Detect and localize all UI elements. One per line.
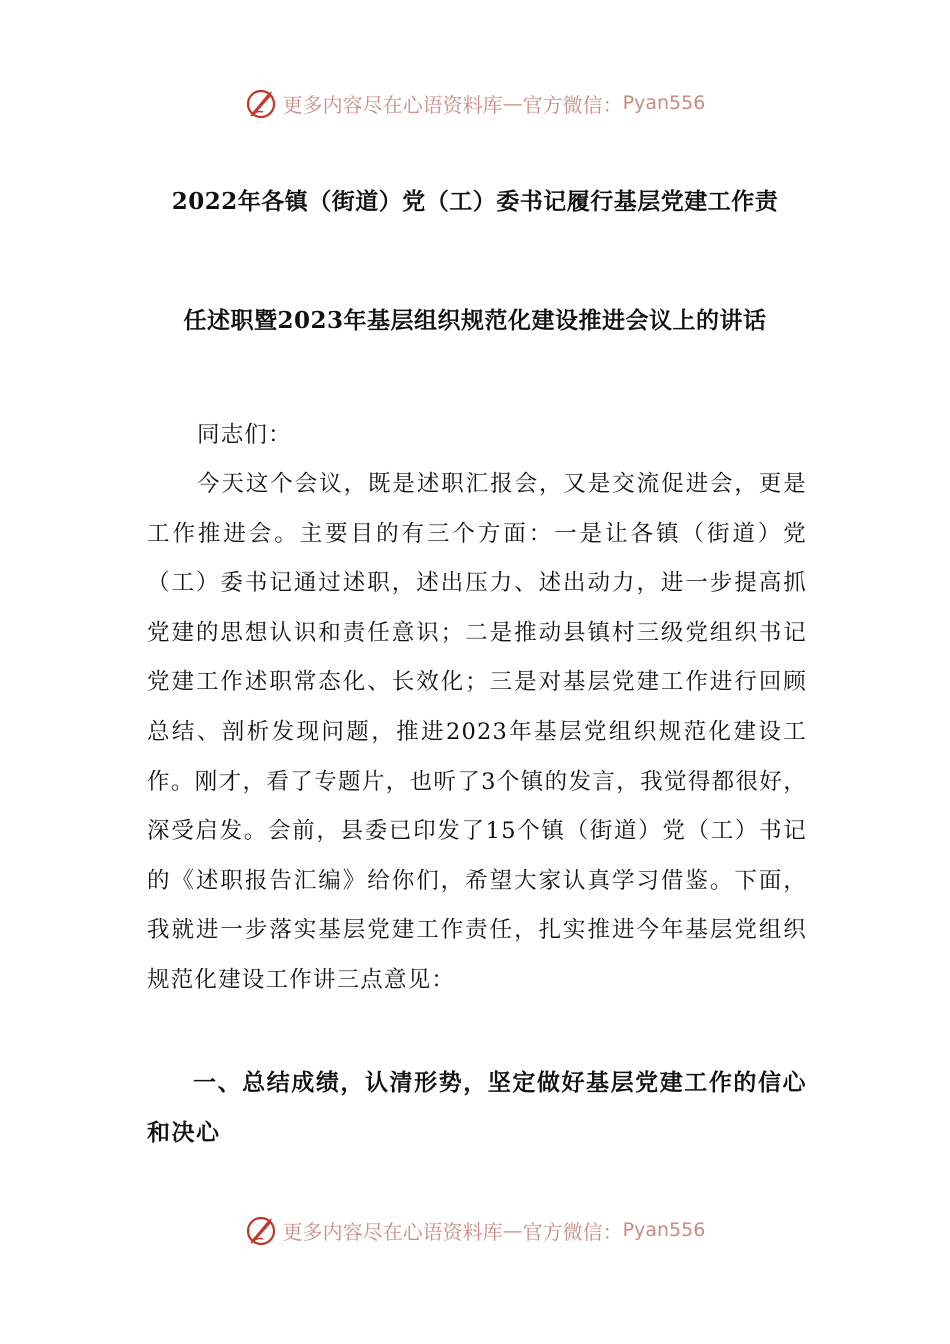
- watermark-account-label: 官方微信：: [522, 92, 623, 117]
- watermark-account-id: Pyan556: [622, 1219, 706, 1241]
- watermark-header: [0, 86, 950, 120]
- salutation-text: 同志们：: [197, 422, 292, 448]
- watermark-footer: [0, 1213, 950, 1247]
- document-title-line-1: 2022年各镇（街道）党（工）委书记履行基层党建工作责: [171, 188, 779, 215]
- pen-circle-icon: [245, 1213, 279, 1247]
- document-title-line-2: 任述职暨2023年基层组织规范化建设推进会议上的讲话: [183, 307, 767, 334]
- watermark-separator: —: [502, 91, 523, 115]
- watermark-separator: —: [502, 1218, 523, 1242]
- watermark-account-id: Pyan556: [622, 92, 706, 114]
- pen-circle-icon: [245, 86, 279, 120]
- watermark-text: 更多内容尽在心语资料库: [282, 92, 503, 117]
- section-heading-1: 一、总结成绩，认清形势，坚定做好基层党建工作的信心和决心: [147, 1069, 807, 1146]
- salutation: [147, 411, 807, 461]
- watermark-text: 更多内容尽在心语资料库: [282, 1219, 503, 1244]
- body-paragraph: [147, 460, 807, 1006]
- paragraph-text: 今天这个会议，既是述职汇报会，又是交流促进会，更是工作推进会。主要目的有三个方面：一是让各镇（街道）党（工）委书记通过述职，述出压力、述出动力，进一步提高抓党建的思想认识和责任意识；二是推动县镇村三级党组织书记党建工作述职常态化、长效化；三是对基层党建工作进行回顾总结、剖析发现问题，推进2023年基层党组织规范化建设工作。刚才，看了专题片，也听了3个镇的发言，我觉得都很好，深受启发。会前，县委已印发了15个镇（街道）党（工）书记的《述职报告汇编》给你们，希望大家认真学习借鉴。下面，我就进一步落实基层党建工作责任，扎实推进今年基层党组织规范化建设工作讲三点意见：: [147, 471, 807, 993]
- watermark-account-label: 官方微信：: [522, 1219, 623, 1244]
